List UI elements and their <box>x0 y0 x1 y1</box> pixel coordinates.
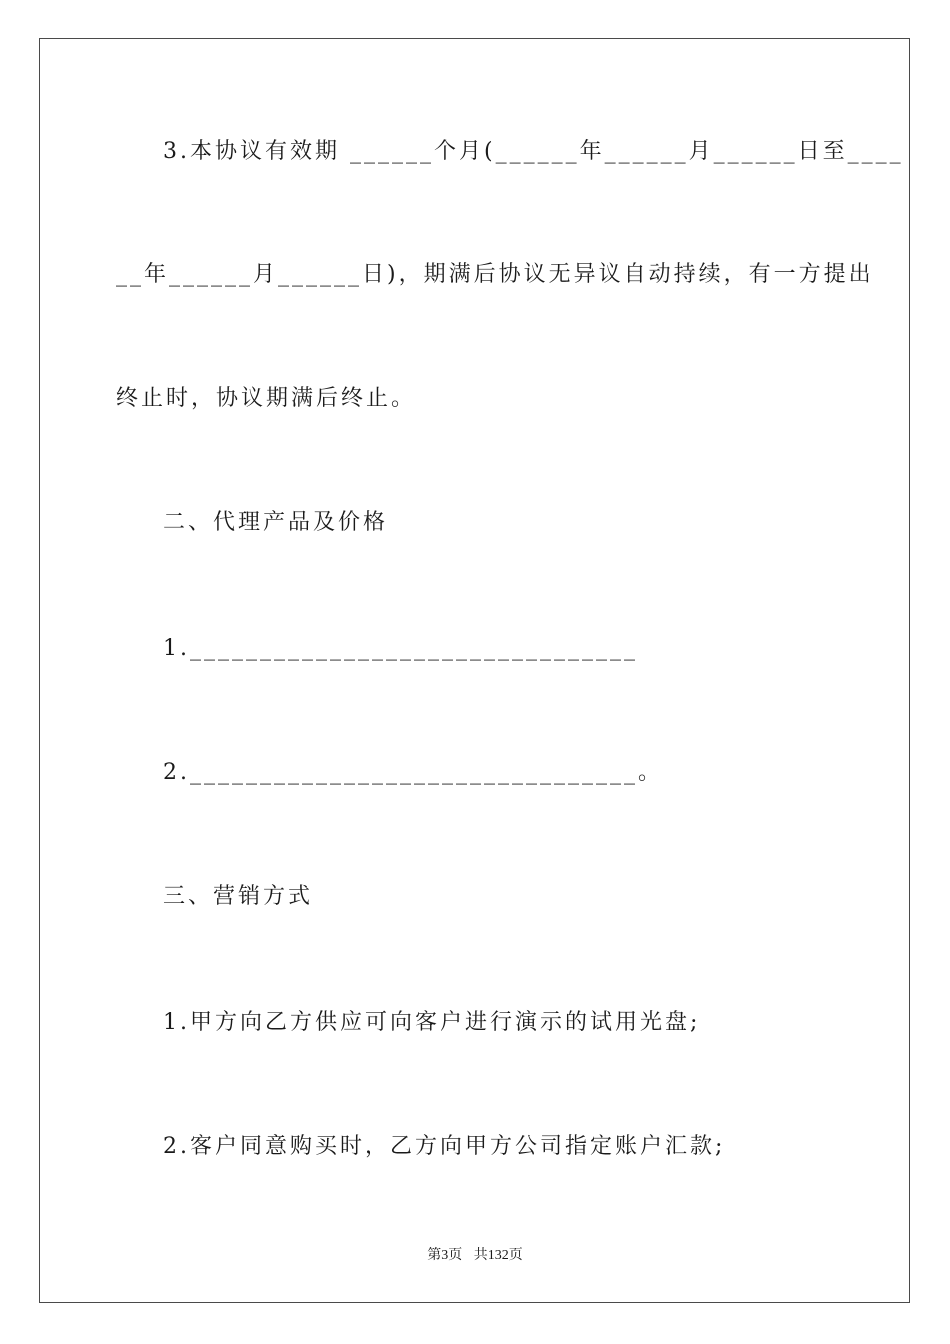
page-footer <box>0 1246 950 1266</box>
agreement-term-line-2: __年______月______日)，期满后协议无异议自动持续，有一方提出 <box>116 262 874 287</box>
agreement-term-line-1: 3.本协议有效期 ______个月(______年______月______日至____ <box>163 139 904 164</box>
product-item-1: 1.________________________________ <box>163 636 638 661</box>
agreement-term-line-3: 终止时，协议期满后终止。 <box>116 386 417 411</box>
product-item-2: 2.________________________________。 <box>163 760 663 785</box>
section-heading-products: 二、代理产品及价格 <box>163 510 389 535</box>
page-total: 共132页 <box>473 1248 523 1263</box>
marketing-item-2: 2.客户同意购买时，乙方向甲方公司指定账户汇款; <box>163 1134 726 1159</box>
marketing-item-1: 1.甲方向乙方供应可向客户进行演示的试用光盘; <box>163 1010 701 1035</box>
section-heading-marketing: 三、营销方式 <box>163 884 314 909</box>
page-number: 第3页 <box>427 1248 463 1263</box>
page-border <box>39 38 910 1303</box>
